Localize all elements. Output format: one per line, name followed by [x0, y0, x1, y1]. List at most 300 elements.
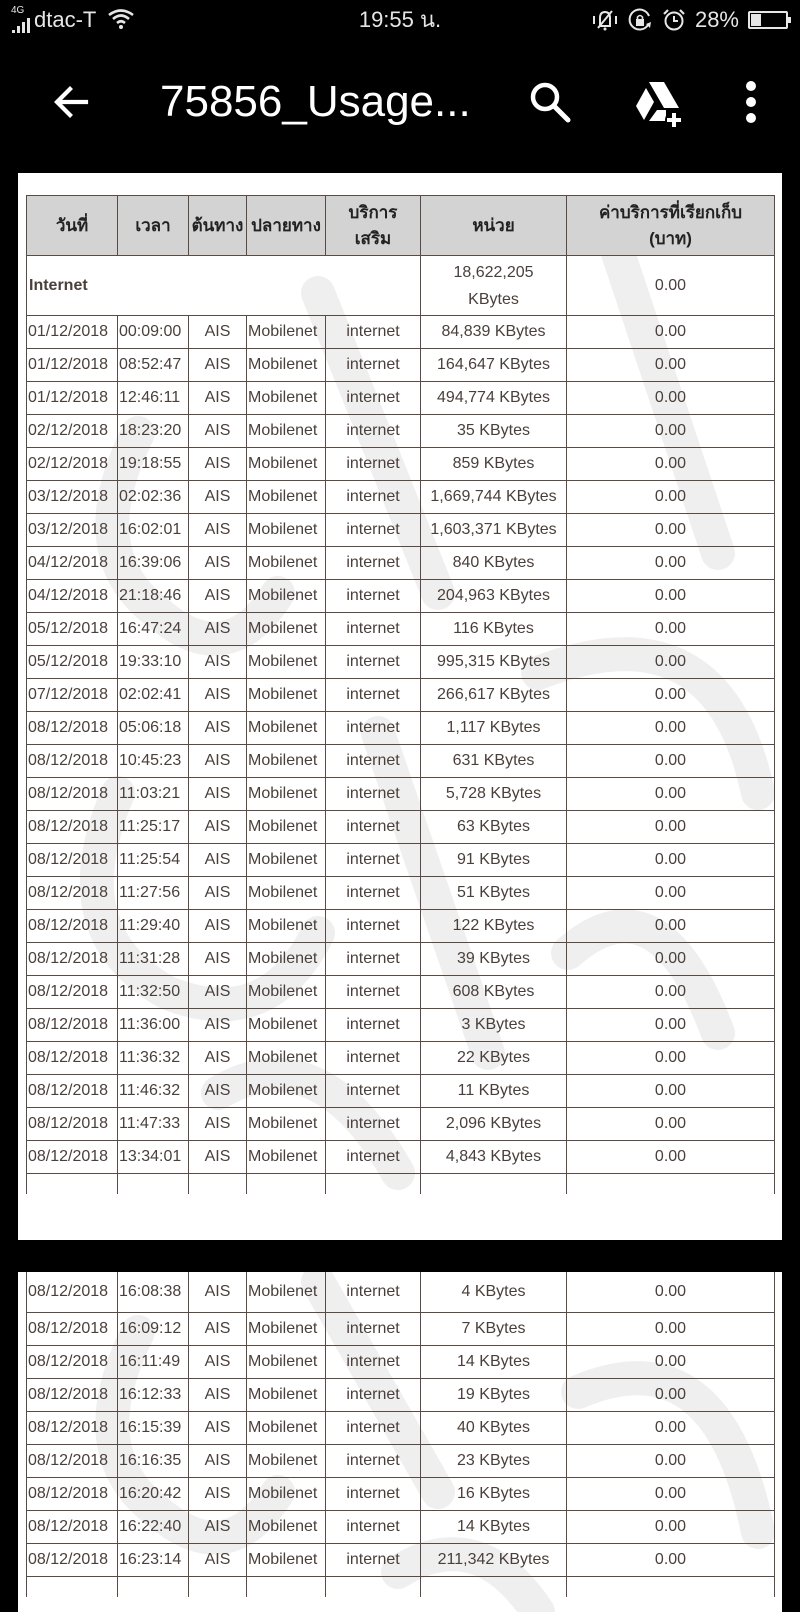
cell-service: internet [326, 1009, 421, 1042]
alarm-icon [662, 8, 686, 32]
cell-service: internet [326, 1042, 421, 1075]
cell-date: 08/12/2018 [27, 844, 118, 877]
cell-time: 16:16:35 [118, 1445, 189, 1478]
table-row [27, 1478, 775, 1511]
cell-date: 08/12/2018 [27, 1272, 118, 1313]
cell-service: internet [326, 976, 421, 1009]
cell-units: 3 KBytes [421, 1009, 567, 1042]
cell-origin: AIS [189, 910, 247, 943]
cell-destination: Mobilenet [247, 1141, 326, 1174]
cell-charge: 0.00 [567, 448, 775, 481]
cell-destination: Mobilenet [247, 778, 326, 811]
table-row [27, 811, 775, 844]
cell-units: 164,647 KBytes [421, 349, 567, 382]
cell-service: internet [326, 1445, 421, 1478]
cell-time: 16:08:38 [118, 1272, 189, 1313]
table-row [27, 1313, 775, 1346]
cell-units: 859 KBytes [421, 448, 567, 481]
cell-date: 08/12/2018 [27, 712, 118, 745]
cell-time: 02:02:41 [118, 679, 189, 712]
cell-empty [189, 1174, 247, 1195]
status-right [592, 7, 788, 33]
cell-time: 11:36:32 [118, 1042, 189, 1075]
cell-empty [27, 1577, 118, 1598]
cell-destination: Mobilenet [247, 1511, 326, 1544]
cell-origin: AIS [189, 580, 247, 613]
header-service-line1: บริการ [348, 202, 398, 222]
table-row [27, 1141, 775, 1174]
cell-destination: Mobilenet [247, 1412, 326, 1445]
cell-units: 16 KBytes [421, 1478, 567, 1511]
cell-date: 01/12/2018 [27, 382, 118, 415]
carrier-name: dtac-T [34, 7, 97, 32]
cell-units: 1,669,744 KBytes [421, 481, 567, 514]
cell-time: 11:25:54 [118, 844, 189, 877]
cell-origin: AIS [189, 448, 247, 481]
cell-units: 494,774 KBytes [421, 382, 567, 415]
cell-origin: AIS [189, 646, 247, 679]
table-row [27, 613, 775, 646]
cell-time: 11:36:00 [118, 1009, 189, 1042]
cell-service: internet [326, 1272, 421, 1313]
table-row [27, 448, 775, 481]
table-row [27, 1009, 775, 1042]
cell-time: 05:06:18 [118, 712, 189, 745]
cell-date: 08/12/2018 [27, 1544, 118, 1577]
cell-time: 16:39:06 [118, 547, 189, 580]
table-row [27, 1511, 775, 1544]
search-icon[interactable] [526, 78, 574, 126]
summary-label: Internet [27, 256, 421, 316]
clock: 19:55 น. [358, 7, 442, 32]
cell-time: 11:32:50 [118, 976, 189, 1009]
cell-service: internet [326, 316, 421, 349]
cell-destination: Mobilenet [247, 1272, 326, 1313]
cell-destination: Mobilenet [247, 1313, 326, 1346]
cell-charge: 0.00 [567, 910, 775, 943]
table-row [27, 481, 775, 514]
cell-time: 16:02:01 [118, 514, 189, 547]
header-charge-line2: (บาท) [649, 228, 692, 248]
cell-units: 995,315 KBytes [421, 646, 567, 679]
cell-empty [247, 1174, 326, 1195]
table-row [27, 1346, 775, 1379]
cell-destination: Mobilenet [247, 1009, 326, 1042]
document-page-2[interactable] [18, 1272, 782, 1612]
table-row-cut [27, 1174, 775, 1195]
cell-units: 7 KBytes [421, 1313, 567, 1346]
cell-date: 04/12/2018 [27, 547, 118, 580]
cell-service: internet [326, 1544, 421, 1577]
cell-origin: AIS [189, 877, 247, 910]
cell-units: 40 KBytes [421, 1412, 567, 1445]
table-row [27, 1412, 775, 1445]
table-row [27, 712, 775, 745]
cell-empty [326, 1174, 421, 1195]
cell-destination: Mobilenet [247, 910, 326, 943]
cell-service: internet [326, 844, 421, 877]
cell-empty [189, 1577, 247, 1598]
cell-empty [421, 1174, 567, 1195]
cell-destination: Mobilenet [247, 745, 326, 778]
cell-charge: 0.00 [567, 1009, 775, 1042]
cell-date: 08/12/2018 [27, 910, 118, 943]
cell-date: 03/12/2018 [27, 481, 118, 514]
cell-time: 19:33:10 [118, 646, 189, 679]
table-row [27, 679, 775, 712]
cell-destination: Mobilenet [247, 514, 326, 547]
cell-destination: Mobilenet [247, 349, 326, 382]
cell-service: internet [326, 613, 421, 646]
table-row [27, 943, 775, 976]
cell-units: 14 KBytes [421, 1346, 567, 1379]
cell-empty [567, 1577, 775, 1598]
cell-date: 08/12/2018 [27, 1379, 118, 1412]
cell-units: 840 KBytes [421, 547, 567, 580]
header-charge [567, 196, 775, 256]
cell-service: internet [326, 1141, 421, 1174]
cell-date: 08/12/2018 [27, 1042, 118, 1075]
cell-origin: AIS [189, 943, 247, 976]
cell-origin: AIS [189, 547, 247, 580]
cell-time: 11:29:40 [118, 910, 189, 943]
cell-service: internet [326, 1313, 421, 1346]
table-row [27, 844, 775, 877]
cell-date: 01/12/2018 [27, 349, 118, 382]
cell-units: 11 KBytes [421, 1075, 567, 1108]
cell-charge: 0.00 [567, 1075, 775, 1108]
battery-icon [748, 11, 788, 29]
cell-origin: AIS [189, 1346, 247, 1379]
cell-charge: 0.00 [567, 646, 775, 679]
cell-destination: Mobilenet [247, 1346, 326, 1379]
cell-origin: AIS [189, 778, 247, 811]
cell-service: internet [326, 349, 421, 382]
cell-service: internet [326, 679, 421, 712]
cell-time: 16:22:40 [118, 1511, 189, 1544]
header-date: วันที่ [27, 196, 118, 256]
cell-destination: Mobilenet [247, 481, 326, 514]
google-drive-add-icon[interactable] [632, 76, 682, 128]
cell-units: 4 KBytes [421, 1272, 567, 1313]
cell-origin: AIS [189, 613, 247, 646]
cell-destination: Mobilenet [247, 1075, 326, 1108]
summary-units-unit: KBytes [468, 290, 519, 308]
cell-origin: AIS [189, 514, 247, 547]
table-row [27, 316, 775, 349]
cell-destination: Mobilenet [247, 943, 326, 976]
table-row [27, 382, 775, 415]
cell-date: 04/12/2018 [27, 580, 118, 613]
cell-time: 02:02:36 [118, 481, 189, 514]
usage-table-page-2 [26, 1272, 775, 1597]
cell-units: 211,342 KBytes [421, 1544, 567, 1577]
cell-charge: 0.00 [567, 547, 775, 580]
cell-units: 19 KBytes [421, 1379, 567, 1412]
cell-empty [247, 1577, 326, 1598]
cell-time: 13:34:01 [118, 1141, 189, 1174]
cell-charge: 0.00 [567, 679, 775, 712]
cell-destination: Mobilenet [247, 646, 326, 679]
cell-service: internet [326, 382, 421, 415]
cell-origin: AIS [189, 316, 247, 349]
cell-time: 11:03:21 [118, 778, 189, 811]
battery-percent: 28% [694, 7, 739, 32]
cell-service: internet [326, 1346, 421, 1379]
cell-charge: 0.00 [567, 877, 775, 910]
cell-date: 08/12/2018 [27, 811, 118, 844]
table-row [27, 1075, 775, 1108]
cell-empty [326, 1577, 421, 1598]
cell-charge: 0.00 [567, 1412, 775, 1445]
cell-empty [118, 1577, 189, 1598]
cell-units: 2,096 KBytes [421, 1108, 567, 1141]
cell-service: internet [326, 580, 421, 613]
cell-date: 02/12/2018 [27, 415, 118, 448]
network-type: 4G [11, 5, 25, 16]
cell-time: 12:46:11 [118, 382, 189, 415]
cell-units: 122 KBytes [421, 910, 567, 943]
cell-service: internet [326, 943, 421, 976]
cell-empty [567, 1174, 775, 1195]
cell-time: 00:09:00 [118, 316, 189, 349]
table-row [27, 415, 775, 448]
cell-destination: Mobilenet [247, 613, 326, 646]
cell-charge: 0.00 [567, 613, 775, 646]
cell-service: internet [326, 514, 421, 547]
cell-time: 11:46:32 [118, 1075, 189, 1108]
cell-origin: AIS [189, 1478, 247, 1511]
cell-time: 21:18:46 [118, 580, 189, 613]
cell-time: 10:45:23 [118, 745, 189, 778]
table-row-cut [27, 1577, 775, 1598]
cell-origin: AIS [189, 1009, 247, 1042]
cell-units: 35 KBytes [421, 415, 567, 448]
cell-date: 08/12/2018 [27, 1412, 118, 1445]
cell-time: 11:25:17 [118, 811, 189, 844]
cell-origin: AIS [189, 1075, 247, 1108]
cell-charge: 0.00 [567, 382, 775, 415]
cell-service: internet [326, 1412, 421, 1445]
cell-service: internet [326, 910, 421, 943]
cell-date: 08/12/2018 [27, 1313, 118, 1346]
cell-date: 08/12/2018 [27, 877, 118, 910]
cell-origin: AIS [189, 976, 247, 1009]
header-origin: ต้นทาง [189, 196, 247, 256]
cell-service: internet [326, 547, 421, 580]
cell-charge: 0.00 [567, 1042, 775, 1075]
header-service [326, 196, 421, 256]
cell-units: 204,963 KBytes [421, 580, 567, 613]
cell-service: internet [326, 1108, 421, 1141]
cell-time: 18:23:20 [118, 415, 189, 448]
cell-service: internet [326, 1075, 421, 1108]
cell-charge: 0.00 [567, 1445, 775, 1478]
cell-origin: AIS [189, 1141, 247, 1174]
cell-charge: 0.00 [567, 1544, 775, 1577]
cell-service: internet [326, 1511, 421, 1544]
cell-charge: 0.00 [567, 1141, 775, 1174]
table-row [27, 547, 775, 580]
cell-origin: AIS [189, 712, 247, 745]
cell-destination: Mobilenet [247, 679, 326, 712]
cell-time: 16:23:14 [118, 1544, 189, 1577]
cell-units: 22 KBytes [421, 1042, 567, 1075]
cell-date: 08/12/2018 [27, 1108, 118, 1141]
summary-row [27, 256, 775, 316]
cell-origin: AIS [189, 1412, 247, 1445]
cell-origin: AIS [189, 481, 247, 514]
cell-date: 08/12/2018 [27, 778, 118, 811]
table-header-row [27, 196, 775, 256]
summary-units-value: 18,622,205 [453, 263, 534, 281]
cell-charge: 0.00 [567, 745, 775, 778]
cell-units: 116 KBytes [421, 613, 567, 646]
document-page-1[interactable] [18, 173, 782, 1240]
cell-destination: Mobilenet [247, 316, 326, 349]
table-row [27, 745, 775, 778]
cell-units: 1,117 KBytes [421, 712, 567, 745]
table-row [27, 580, 775, 613]
screen-rotation-lock-icon [627, 7, 653, 33]
cell-charge: 0.00 [567, 1379, 775, 1412]
cell-destination: Mobilenet [247, 811, 326, 844]
cell-time: 16:12:33 [118, 1379, 189, 1412]
cell-date: 07/12/2018 [27, 679, 118, 712]
table-row [27, 349, 775, 382]
cell-charge: 0.00 [567, 1346, 775, 1379]
cell-date: 08/12/2018 [27, 943, 118, 976]
cell-empty [421, 1577, 567, 1598]
cell-charge: 0.00 [567, 1108, 775, 1141]
cell-origin: AIS [189, 745, 247, 778]
cell-service: internet [326, 877, 421, 910]
app-bar [0, 40, 800, 165]
cell-date: 03/12/2018 [27, 514, 118, 547]
cell-units: 39 KBytes [421, 943, 567, 976]
cell-units: 631 KBytes [421, 745, 567, 778]
table-row [27, 1544, 775, 1577]
header-charge-line1: ค่าบริการที่เรียกเก็บ [598, 202, 743, 222]
cell-charge: 0.00 [567, 1478, 775, 1511]
cell-origin: AIS [189, 1511, 247, 1544]
cell-service: internet [326, 1478, 421, 1511]
cell-units: 14 KBytes [421, 1511, 567, 1544]
cell-destination: Mobilenet [247, 844, 326, 877]
cell-units: 91 KBytes [421, 844, 567, 877]
cell-destination: Mobilenet [247, 1108, 326, 1141]
document-title: 75856_Usage... [160, 77, 471, 126]
table-row [27, 1108, 775, 1141]
table-row [27, 1379, 775, 1412]
cell-date: 02/12/2018 [27, 448, 118, 481]
cell-origin: AIS [189, 1108, 247, 1141]
cell-charge: 0.00 [567, 580, 775, 613]
cell-date: 08/12/2018 [27, 1009, 118, 1042]
header-destination: ปลายทาง [247, 196, 326, 256]
cell-date: 08/12/2018 [27, 1141, 118, 1174]
table-row [27, 1445, 775, 1478]
cell-service: internet [326, 481, 421, 514]
cell-charge: 0.00 [567, 811, 775, 844]
cell-charge: 0.00 [567, 415, 775, 448]
cell-date: 01/12/2018 [27, 316, 118, 349]
cell-charge: 0.00 [567, 1313, 775, 1346]
cell-units: 5,728 KBytes [421, 778, 567, 811]
status-bar [0, 0, 800, 40]
cell-date: 08/12/2018 [27, 1075, 118, 1108]
cell-origin: AIS [189, 1272, 247, 1313]
cell-charge: 0.00 [567, 316, 775, 349]
cell-units: 266,617 KBytes [421, 679, 567, 712]
vibrate-icon [592, 8, 618, 32]
table-row [27, 646, 775, 679]
cell-units: 608 KBytes [421, 976, 567, 1009]
cell-charge: 0.00 [567, 976, 775, 1009]
cell-charge: 0.00 [567, 481, 775, 514]
cell-time: 11:47:33 [118, 1108, 189, 1141]
cell-units: 51 KBytes [421, 877, 567, 910]
cell-origin: AIS [189, 1313, 247, 1346]
back-arrow-icon[interactable] [48, 78, 96, 126]
table-row [27, 976, 775, 1009]
cell-service: internet [326, 745, 421, 778]
cell-origin: AIS [189, 1042, 247, 1075]
cell-date: 08/12/2018 [27, 976, 118, 1009]
cell-destination: Mobilenet [247, 1544, 326, 1577]
summary-units [421, 256, 567, 316]
table-row [27, 1042, 775, 1075]
cell-charge: 0.00 [567, 778, 775, 811]
cell-destination: Mobilenet [247, 1445, 326, 1478]
table-row [27, 877, 775, 910]
cell-empty [118, 1174, 189, 1195]
cell-destination: Mobilenet [247, 580, 326, 613]
cell-time: 16:47:24 [118, 613, 189, 646]
cell-charge: 0.00 [567, 514, 775, 547]
cell-destination: Mobilenet [247, 712, 326, 745]
cell-destination: Mobilenet [247, 1478, 326, 1511]
cell-units: 23 KBytes [421, 1445, 567, 1478]
cell-date: 05/12/2018 [27, 646, 118, 679]
cell-units: 4,843 KBytes [421, 1141, 567, 1174]
cell-service: internet [326, 778, 421, 811]
cell-charge: 0.00 [567, 844, 775, 877]
header-service-line2: เสริม [354, 228, 392, 248]
cell-date: 08/12/2018 [27, 1346, 118, 1379]
cell-time: 19:18:55 [118, 448, 189, 481]
cell-destination: Mobilenet [247, 976, 326, 1009]
cell-service: internet [326, 646, 421, 679]
cell-destination: Mobilenet [247, 547, 326, 580]
cell-destination: Mobilenet [247, 877, 326, 910]
cell-service: internet [326, 811, 421, 844]
cell-date: 08/12/2018 [27, 1478, 118, 1511]
cell-origin: AIS [189, 349, 247, 382]
table-row [27, 778, 775, 811]
table-row [27, 1272, 775, 1313]
cell-service: internet [326, 415, 421, 448]
cell-service: internet [326, 1379, 421, 1412]
cell-origin: AIS [189, 1544, 247, 1577]
cell-units: 1,603,371 KBytes [421, 514, 567, 547]
more-vert-icon[interactable] [733, 78, 769, 126]
cell-charge: 0.00 [567, 349, 775, 382]
cell-charge: 0.00 [567, 712, 775, 745]
cell-time: 11:31:28 [118, 943, 189, 976]
cell-date: 08/12/2018 [27, 1445, 118, 1478]
cell-charge: 0.00 [567, 1511, 775, 1544]
